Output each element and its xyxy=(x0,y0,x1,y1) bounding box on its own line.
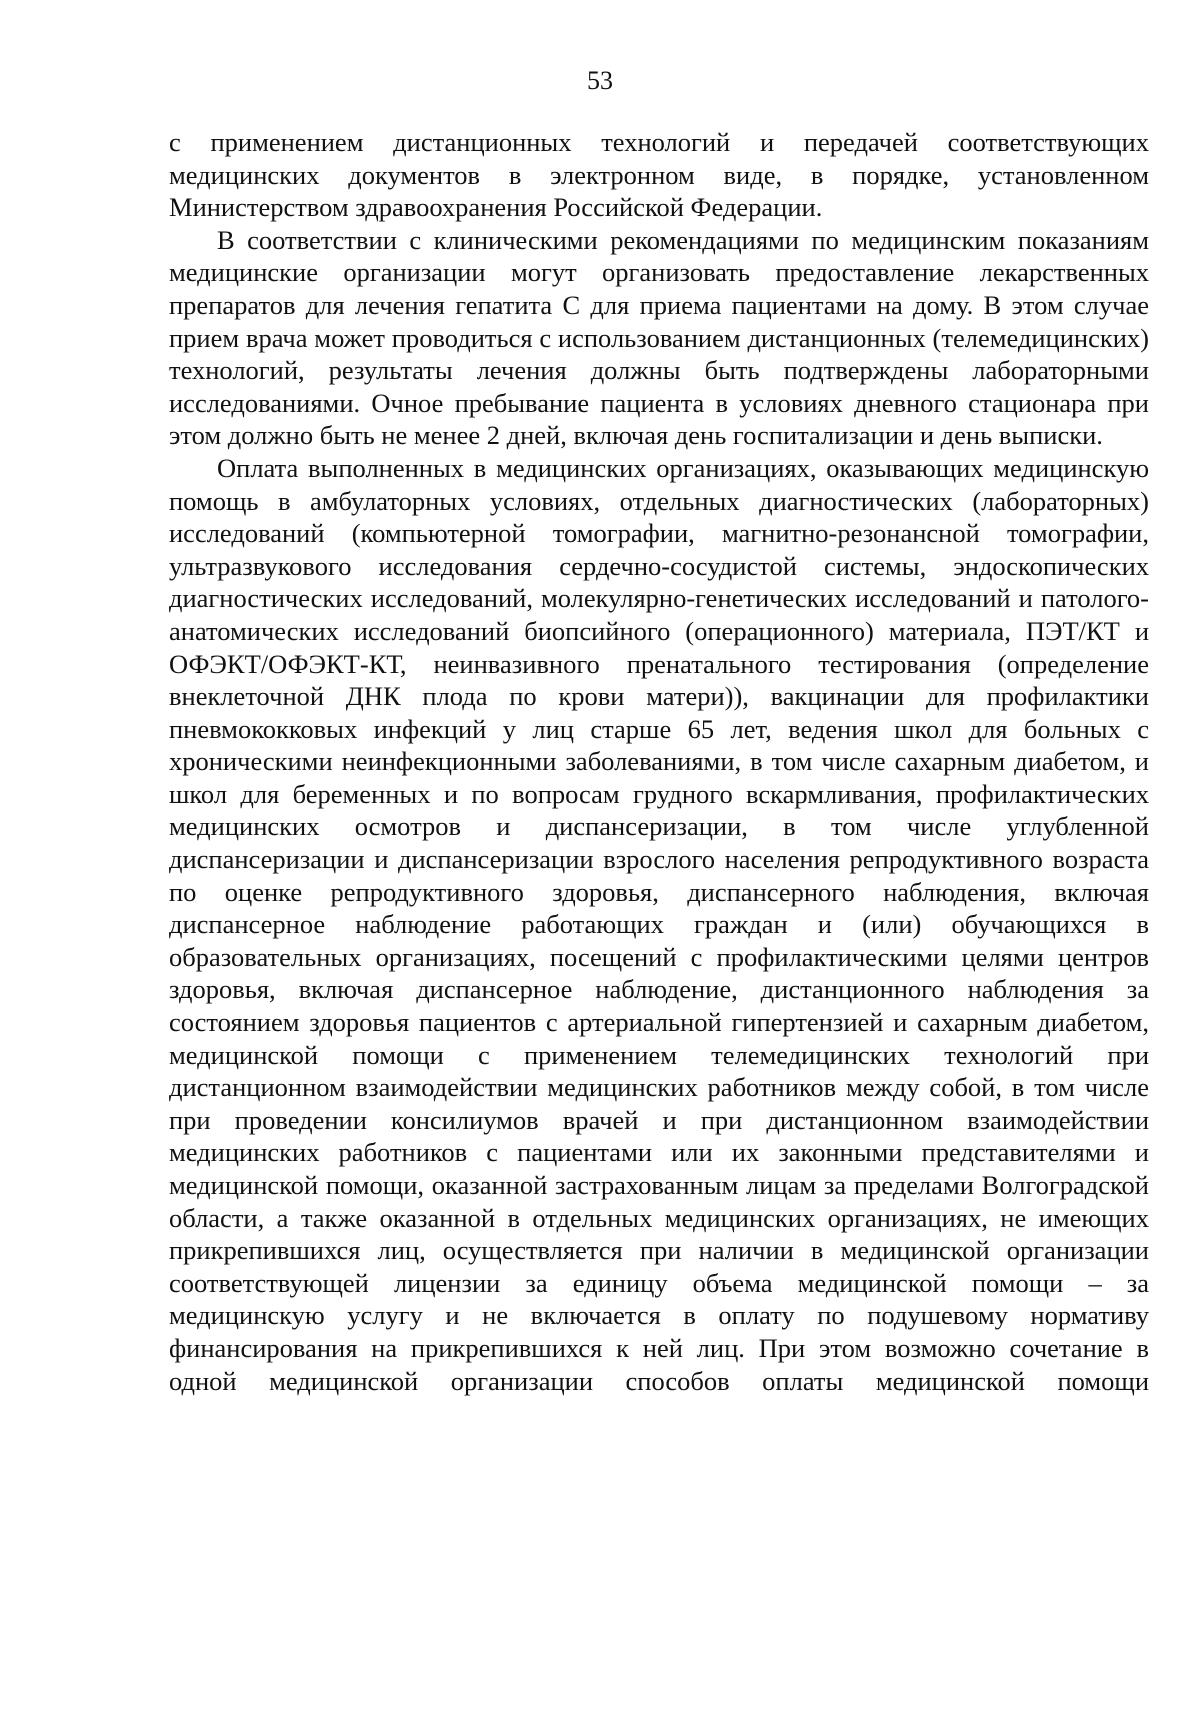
paragraph-continuation: с применением дистанционных технологий и передачей соответствующих медицинских документов в электронном виде, в порядке, установленном Министерством здравоохранения Российской Федерации. xyxy=(169,127,1149,223)
paragraph-payment: Оплата выполненных в медицинских организациях, оказывающих медицинскую помощь в амбулаторных условиях, отдельных диагностических (лабораторных) исследований (компьютерной томографии, магнитно-резонансной томографии, ультразвукового исследования сердечно-сосудистой системы, эндоскопических диагностических исследований, молекулярно-генетических исследований и патолого-анатомических исследований биопсийного (операционного) материала, ПЭТ/КТ и ОФЭКТ/ОФЭКТ-КТ, неинвазивного пренатального тестирования (определение внеклеточной ДНК плода по крови матери)), вакцинации для профилактики пневмококковых инфекций у лиц старше 65 лет, ведения школ для больных с хроническими неинфекционными заболеваниями, в том числе сахарным диабетом, и школ для беременных и по вопросам грудного вскармливания, профилактических медицинских осмотров и диспансеризации, в том числе углубленной диспансеризации и диспансеризации взрослого населения репродуктивного возраста по оценке репродуктивного здоровья, диспансерного наблюдения, включая диспансерное наблюдение работающих граждан и (или) обучающихся в образовательных организациях, посещений с профилактическими целями центров здоровья, включая диспансерное наблюдение, дистанционного наблюдения за состоянием здоровья пациентов с артериальной гипертензией и сахарным диабетом, медицинской помощи с применением телемедицинских технологий при дистанционном взаимодействии медицинских работников между собой, в том числе при проведении консилиумов врачей и при дистанционном взаимодействии медицинских работников с пациентами или их законными представителями и медицинской помощи, оказанной застрахованным лицам за пределами Волгоградской области, а также оказанной в отдельных медицинских организациях, не имеющих прикрепившихся лиц, осуществляется при наличии в медицинской организации соответствующей лицензии за единицу объема медицинской помощи – за медицинскую услугу и не включается в оплату по подушевому нормативу финансирования на прикрепившихся к ней лиц. При этом возможно сочетание в одной медицинской организации способов оплаты медицинской помощи xyxy=(169,452,1149,1396)
page-number: 53 xyxy=(587,66,613,95)
paragraph-hepatitis-c: В соответствии с клиническими рекомендациями по медицинским показаниям медицинские организации могут организовать предоставление лекарственных препаратов для лечения гепатита С для приема пациентами на дому. В этом случае прием врача может проводиться с использованием дистанционных (телемедицинских) технологий, результаты лечения должны быть подтверждены лабораторными исследованиями. Очное пребывание пациента в условиях дневного стационара при этом должно быть не менее 2 дней, включая день госпитализации и день выписки. xyxy=(169,224,1149,451)
document-body xyxy=(169,126,1149,1397)
